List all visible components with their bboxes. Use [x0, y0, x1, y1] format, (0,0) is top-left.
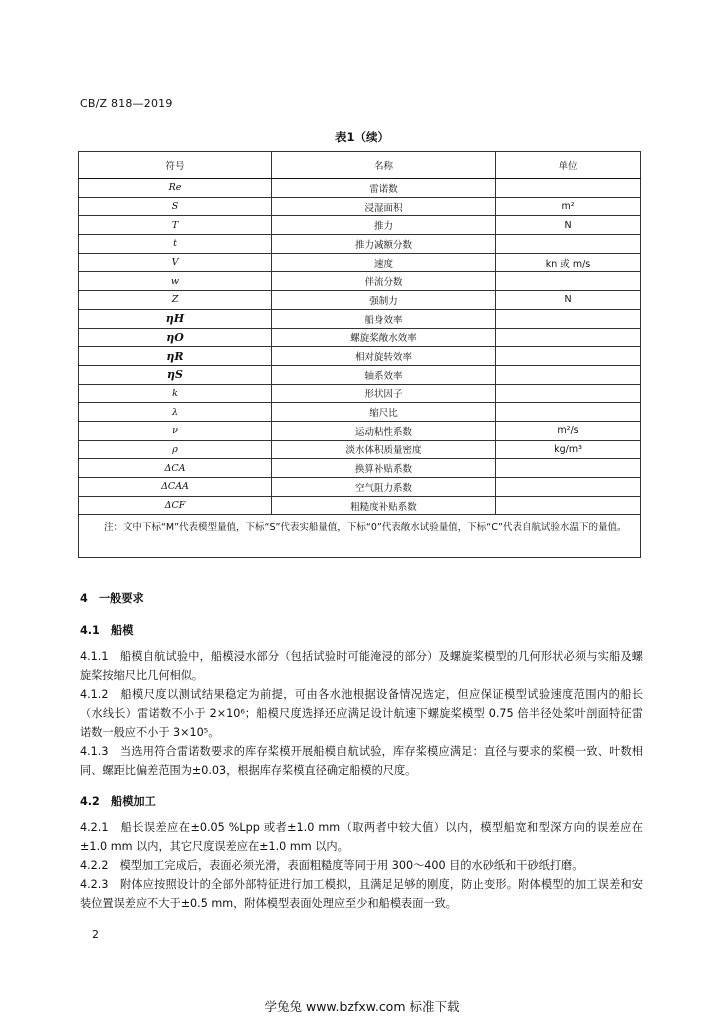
cell-symbol: ΔCF	[79, 496, 272, 515]
table-caption: 表1（续）	[334, 130, 389, 144]
cell-unit	[496, 179, 641, 198]
cell-name: 形状因子	[272, 384, 496, 403]
cell-unit	[496, 403, 641, 422]
section-4-heading: 4 一般要求	[80, 592, 144, 605]
cell-symbol: Re	[79, 179, 272, 198]
cell-unit: N	[496, 291, 641, 310]
cell-name: 轴系效率	[272, 365, 496, 384]
table-note-row	[79, 515, 641, 558]
table-row	[79, 235, 641, 254]
cell-symbol: ρ	[79, 440, 272, 459]
symbol-table	[78, 151, 641, 558]
table-row	[79, 253, 641, 272]
cell-name: 推力减额分数	[272, 235, 496, 254]
cell-unit	[496, 496, 641, 515]
cell-symbol: V	[79, 253, 272, 272]
table-note: 注：文中下标“M”代表模型量值，下标“S”代表实船量值，下标“0”代表敞水试验量值，下标“C”代表自航试验水温下的量值。	[79, 515, 641, 558]
cell-name: 粗糙度补贴系数	[272, 496, 496, 515]
table-row	[79, 459, 641, 478]
cell-symbol: ηS	[79, 365, 272, 384]
cell-name: 浸湿面积	[272, 197, 496, 216]
table-row	[79, 309, 641, 328]
cell-name: 相对旋转效率	[272, 347, 496, 366]
cell-symbol: T	[79, 216, 272, 235]
paragraph-4-1-3: 4.1.3 当选用符合雷诺数要求的库存桨模开展船模自航试验，库存桨模应满足：直径与要求的桨模一致、叶数相同、螺距比偏差范围为±0.03，根据库存桨模直径确定船模的尺度。	[80, 745, 643, 777]
page-number: 2	[92, 928, 99, 941]
table-row	[79, 291, 641, 310]
cell-unit: m²/s	[496, 421, 641, 440]
cell-unit: N	[496, 216, 641, 235]
section-4-2-heading: 4.2 船模加工	[80, 795, 156, 808]
table-row	[79, 179, 641, 198]
paragraph-4-1-1: 4.1.1 船模自航试验中，船模浸水部分（包括试验时可能淹浸的部分）及螺旋桨模型的几何形状必须与实船及螺旋桨按缩尺比几何相似。	[80, 650, 643, 682]
paragraph-4-2-1: 4.2.1 船长误差应在±0.05 %Lpp 或者±1.0 mm（取两者中较大值）以内，模型船宽和型深方向的误差应在±1.0 mm 以内，其它尺度误差应在±1.0 mm 以内。	[80, 821, 643, 853]
cell-symbol: ΔCAA	[79, 478, 272, 497]
cell-name: 换算补贴系数	[272, 459, 496, 478]
cell-name: 雷诺数	[272, 179, 496, 198]
cell-symbol: ν	[79, 421, 272, 440]
cell-unit	[496, 384, 641, 403]
header-symbol: 符号	[79, 152, 272, 179]
cell-symbol: ΔCA	[79, 459, 272, 478]
cell-name: 螺旋桨敞水效率	[272, 328, 496, 347]
table-row	[79, 403, 641, 422]
cell-unit	[496, 347, 641, 366]
cell-symbol: S	[79, 197, 272, 216]
cell-unit: m²	[496, 197, 641, 216]
cell-unit	[496, 309, 641, 328]
table-row	[79, 216, 641, 235]
cell-symbol: Z	[79, 291, 272, 310]
cell-name: 运动粘性系数	[272, 421, 496, 440]
cell-name: 推力	[272, 216, 496, 235]
cell-unit	[496, 365, 641, 384]
cell-name: 速度	[272, 253, 496, 272]
cell-unit: kg/m³	[496, 440, 641, 459]
cell-name: 伴流分数	[272, 272, 496, 291]
table-row	[79, 496, 641, 515]
table-header-row	[79, 152, 641, 179]
cell-symbol: ηR	[79, 347, 272, 366]
cell-name: 船身效率	[272, 309, 496, 328]
table-row	[79, 197, 641, 216]
cell-name: 淡水体积质量密度	[272, 440, 496, 459]
cell-unit	[496, 272, 641, 291]
cell-unit	[496, 478, 641, 497]
cell-unit	[496, 235, 641, 254]
cell-symbol: ηH	[79, 309, 272, 328]
table-row	[79, 328, 641, 347]
cell-name: 强制力	[272, 291, 496, 310]
paragraph-4-1-2: 4.1.2 船模尺度以测试结果稳定为前提，可由各水池根据设备情况选定，但应保证模型试验速度范围内的船长（水线长）雷诺数不小于 2×10⁶；船模尺度选择还应满足设计航速下螺旋桨模型 0.75 倍半径处桨叶剖面特征雷诺数一般应不小于 3×10⁵。	[80, 688, 643, 739]
table-row	[79, 365, 641, 384]
cell-unit	[496, 459, 641, 478]
header-name: 名称	[272, 152, 496, 179]
paragraph-4-2-3: 4.2.3 附体应按照设计的全部外部特征进行加工模拟，且满足足够的刚度，防止变形。附体模型的加工误差和安装位置误差应不大于±0.5 mm，附体模型表面处理应至少和船模表面一致。	[80, 878, 643, 910]
cell-unit	[496, 328, 641, 347]
header-unit: 单位	[496, 152, 641, 179]
cell-symbol: k	[79, 384, 272, 403]
cell-unit: kn 或 m/s	[496, 253, 641, 272]
section-4-1-heading: 4.1 船模	[80, 624, 134, 637]
document-code: CB/Z 818—2019	[80, 97, 173, 110]
table-row	[79, 384, 641, 403]
cell-symbol: ηO	[79, 328, 272, 347]
table-row	[79, 272, 641, 291]
cell-symbol: w	[79, 272, 272, 291]
cell-symbol: λ	[79, 403, 272, 422]
table-row	[79, 421, 641, 440]
cell-symbol: t	[79, 235, 272, 254]
table-row	[79, 347, 641, 366]
paragraph-4-2-2: 4.2.2 模型加工完成后，表面必须光滑，表面粗糙度等同于用 300～400 目的水砂纸和干砂纸打磨。	[80, 859, 584, 872]
table-row	[79, 440, 641, 459]
footer-watermark: 学兔兔 www.bzfxw.com 标准下载	[264, 999, 460, 1014]
table-row	[79, 478, 641, 497]
cell-name: 空气阻力系数	[272, 478, 496, 497]
cell-name: 缩尺比	[272, 403, 496, 422]
